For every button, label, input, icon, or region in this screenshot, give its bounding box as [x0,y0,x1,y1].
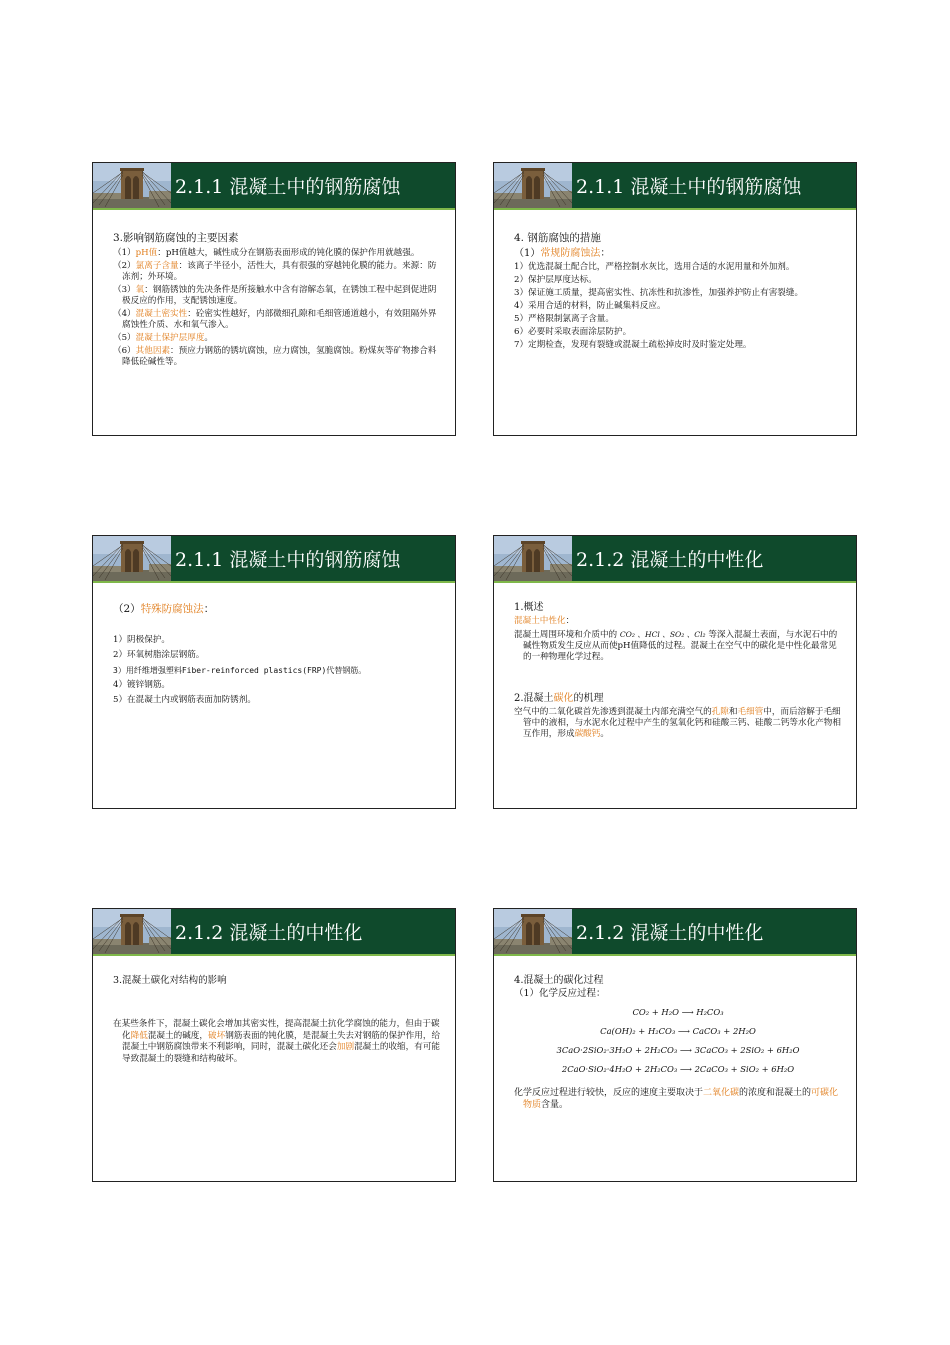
list-item: 3）保证施工质量，提高密实性、抗冻性和抗渗性，加强养护防止有害裂缝。 [514,288,804,298]
slide-header [93,163,455,210]
definition-label: 混凝土中性化： [514,616,575,626]
list-item: 5）严格限制氯离子含量。 [514,314,614,324]
bridge-photo [93,163,171,208]
paragraph: 化学反应过程进行较快，反应的速度主要取决于二氧化碳的浓度和混凝土的可碳化物质含量。 [514,1088,839,1110]
bridge-photo [93,536,171,581]
slide-4 [493,535,857,809]
slide-body [113,604,441,710]
slide-header [494,536,856,583]
slide-title: 2.1.1 混凝土中的钢筋腐蚀 [175,549,401,571]
slide-header [494,909,856,956]
list-item: 3）用纤维增强塑料Fiber-reinforced plastics(FRP)代替钢筋。 [113,666,367,675]
slide-title: 2.1.2 混凝土的中性化 [576,922,764,944]
slide-6 [493,908,857,1182]
bridge-photo [494,909,572,954]
paragraph: 混凝土周围环境和介质中的 CO₂ 、HCl 、SO₂ 、Cl₂ 等深入混凝土表面，与水泥石中的碱性物质发生反应从而使pH值降低的过程。混凝土在空气中的碳化是中性化最常见的一种物理化学过程。 [514,630,838,662]
equation: CO₂ + H₂O ⟶ H₂CO₃ [632,1007,724,1017]
list-item: 4）镀锌钢筋。 [113,680,171,690]
bridge-photo [494,163,572,208]
slide-body [514,975,842,1113]
section-heading: 3.混凝土碳化对结构的影响 [113,975,227,986]
slide-title: 2.1.1 混凝土中的钢筋腐蚀 [576,176,802,198]
bridge-photo [93,909,171,954]
list-item: 1）阴极保护。 [113,635,171,645]
equation: Ca(OH)₂ + H₂CO₃ ⟶ CaCO₃ + 2H₂O [600,1026,756,1036]
section-heading: 1.概述 [514,602,544,613]
equation: 3CaO·2SiO₂·3H₂O + 2H₂CO₃ ⟶ 3CaCO₃ + 2SiO₂ + 6H₂O [556,1045,800,1055]
slide-title: 2.1.2 混凝土的中性化 [175,922,363,944]
list-item: （2）氯离子含量：该离子半径小，活性大，具有很强的穿越钝化膜的能力。来源：防冻剂；外环境。 [113,261,437,282]
paragraph: 在某些条件下，混凝土碳化会增加其密实性，提高混凝土抗化学腐蚀的能力，但由于碳化降低混凝土的碱度，破坏钢筋表面的钝化膜，是混凝土失去对钢筋的保护作用，给混凝土中钢筋腐蚀带来不利影响，同时，混凝土碳化还会加剧混凝土的收缩，有可能导致混凝土的裂缝和结构破坏。 [113,1019,441,1064]
slide-header [494,163,856,210]
bridge-photo [494,536,572,581]
list-item: （5）混凝土保护层厚度。 [113,333,214,343]
sub-heading: （1）常规防腐蚀法： [514,248,611,259]
section-heading: 4. 钢筋腐蚀的措施 [514,232,601,244]
slide-title: 2.1.1 混凝土中的钢筋腐蚀 [175,176,401,198]
slide-body [113,233,441,370]
sub-heading: （1）化学反应过程： [514,988,606,999]
slide-body [514,233,842,353]
slide-2 [493,162,857,436]
slide-3 [92,535,456,809]
slide-header [93,536,455,583]
section-heading: 4.混凝土的碳化过程 [514,975,604,986]
list-item: （1）pH值：pH值越大，碱性成分在钢筋表面形成的钝化膜的保护作用就越强。 [113,248,420,258]
list-item: 1）优选混凝土配合比，严格控制水灰比，选用合适的水泥用量和外加剂。 [514,262,795,272]
list-item: 2）保护层厚度达标。 [514,275,597,285]
section-heading: 2.混凝土碳化的机理 [514,693,604,704]
list-item: （3）氧：钢筋锈蚀的先决条件是所接触水中含有溶解态氧，在锈蚀工程中起到促进阴极反应的作用，支配锈蚀速度。 [113,285,437,306]
slide-title: 2.1.2 混凝土的中性化 [576,549,764,571]
list-item: 5）在混凝土内或钢筋表面加防锈剂。 [113,695,256,705]
list-item: （6）其他因素：预应力钢筋的锈坑腐蚀，应力腐蚀，氢脆腐蚀。粉煤灰等矿物掺合料降低砼碱性等。 [113,346,437,367]
slide-1 [92,162,456,436]
sub-heading: （2）特殊防腐蚀法： [113,603,215,615]
slide-body [113,975,441,1067]
list-item: 7）定期检查，发现有裂缝或混凝土疏松掉皮时及时鉴定处理。 [514,340,752,350]
paragraph: 空气中的二氧化碳首先渗透到混凝土内部充满空气的孔隙和毛细管中，而后溶解于毛细管中的液相，与水泥水化过程中产生的氢氧化钙和硅酸三钙、硅酸二钙等水化产物相互作用，形成碳酸钙。 [514,707,841,739]
slide-body [514,602,842,742]
section-heading: 3.影响钢筋腐蚀的主要因素 [113,232,239,244]
list-item: 6）必要时采取表面涂层防护。 [514,327,632,337]
equation: 2CaO·SiO₂·4H₂O + 2H₂CO₃ ⟶ 2CaCO₃ + SiO₂ + 6H₂O [561,1064,795,1074]
slide-header [93,909,455,956]
list-item: 4）采用合适的材料，防止碱集料反应。 [514,301,666,311]
slide-5 [92,908,456,1182]
list-item: 2）环氧树脂涂层钢筋。 [113,650,205,660]
list-item: （4）混凝土密实性：砼密实性越好，内部微细孔隙和毛细管通道越小，有效阻隔外界腐蚀性介质、水和氧气渗入。 [113,309,437,330]
